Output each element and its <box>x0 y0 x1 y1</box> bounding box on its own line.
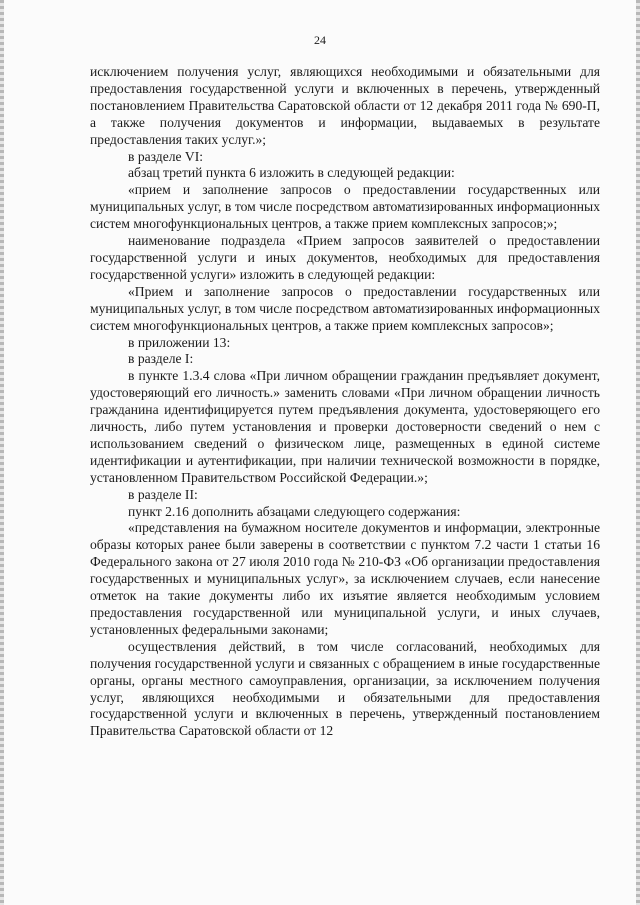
paragraph: в разделе II: <box>128 486 198 502</box>
scan-edge-right <box>636 0 640 905</box>
paragraph: абзац третий пункта 6 изложить в следующей редакции: <box>128 165 455 181</box>
paragraph: «представления на бумажном носителе документов и информации, электронные образы которых ранее были заверены в соответствии с пунктом 7.2 части 1 статьи 16 Федерального закона от 27 июля 2010 года № 210-ФЗ «Об организации предоставления государственных и муниципальных услуг», за исключением случаев, если нанесение отметок на такие документы либо их изъятие является необходимым условием предоставления государственной или муниципальной услуги, и иных случаев, установленных федеральными законами; <box>90 520 600 637</box>
paragraph: исключением получения услуг, являющихся необходимыми и обязательными для предоставления государственной услуги и включенных в перечень, утвержденный постановлением Правительства Саратовской области от 12 декабря 2011 года № 690-П, а также получения документов и информации, выдаваемых в результате предоставления таких услуг.»; <box>90 64 600 147</box>
paragraph: в разделе VI: <box>128 148 204 164</box>
paragraph: наименование подраздела «Прием запросов заявителей о предоставлении государственной услуги и иных документов, необходимых для предоставления государственной услуги» изложить в следующей редакции: <box>90 233 600 282</box>
paragraph: «прием и заполнение запросов о предоставлении государственных или муниципальных услуг, в том числе посредством автоматизированных информационных систем многофункциональных центров, а также прием комплексных запросов;»; <box>90 182 600 232</box>
page-number: 24 <box>314 33 326 47</box>
scan-edge-left <box>0 0 4 905</box>
paragraph: пункт 2.16 дополнить абзацами следующего содержания: <box>128 503 461 519</box>
paragraph: в пункте 1.3.4 слова «При личном обращении гражданин предъявляет документ, удостоверяющий его личность.» заменить словами «При личном обращении личность гражданина идентифицируется путем предъявления документа, удостоверяющего его личность, либо путем установления и проверки достоверности сведений о нем с использованием сведений о физическом лице, размещенных в единой системе идентификации и аутентификации, при наличии технической возможности в порядке, установленном Правительством Российской Федерации.»; <box>90 368 600 485</box>
paragraph: в разделе I: <box>128 351 194 367</box>
paragraph: осуществления действий, в том числе согласований, необходимых для получения государственной услуги и связанных с обращением в иные государственные органы, органы местного самоуправления, организации, за исключением получения услуг, являющихся необходимыми и обязательными для предоставления государственной услуги и включенных в перечень, утвержденный постановлением Правительства Саратовской области от 12 <box>90 638 600 739</box>
paragraph: «Прием и заполнение запросов о предоставлении государственных или муниципальных услуг, в том числе посредством автоматизированных информационных систем многофункциональных центров, а также прием комплексных запросов»; <box>90 283 600 333</box>
paragraph: в приложении 13: <box>128 334 231 350</box>
document-body <box>90 64 600 740</box>
